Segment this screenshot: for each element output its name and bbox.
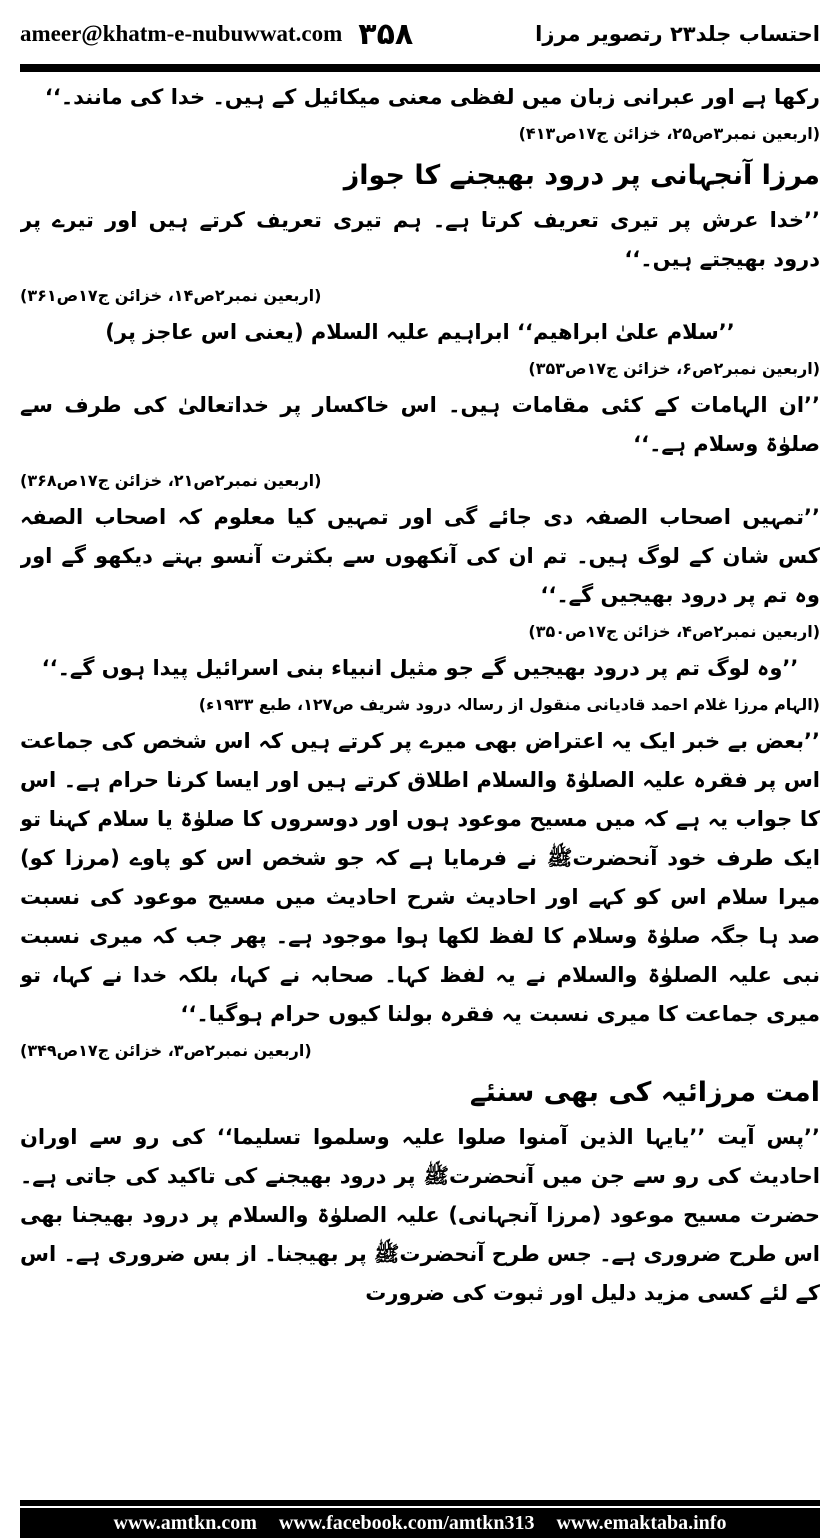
paragraph-4: ’’ان الہامات کے کئی مقامات ہیں۔ اس خاکسار پر خداتعالیٰ کی طرف سے صلوٰۃ وسلام ہے۔‘‘: [20, 393, 820, 456]
reference-2: (اربعین نمبر۲ص۱۴، خزائن ج۱۷ص۳۶۱): [20, 286, 322, 305]
section-heading-1: مرزا آنجہانی پر درود بھیجنے کا جواز: [343, 160, 820, 191]
paragraph-2: ’’خدا عرش پر تیری تعریف کرتا ہے۔ ہم تیری تعریف کرتے ہیں اور تیرے پر درود بھیجتے ہیں۔‘‘: [20, 208, 820, 271]
paragraph-7: ’’بعض بے خبر ایک یہ اعتراض بھی میرے پر کرتے ہیں کہ اس شخص کی جماعت اس پر فقرہ علیہ الصلوٰۃ والسلام اطلاق کرتے ہیں اور ایسا کرنا حرام ہے۔ اس کا جواب یہ ہے کہ میں مسیح موعود ہوں اور دوسروں کا صلوٰۃ یا سلام کہنا تو ایک طرف خود آنحضرتﷺ نے فرمایا ہے کہ جو شخص اس کو پاوے (مرزا کو) میرا سلام اس کو کہے اور احادیث شرح احادیث میں مسیح موعود کی نسبت صد ہا جگہ صلوٰۃ وسلام کا لفظ لکھا ہوا موجود ہے۔ پھر جب کہ میری نسبت نبی علیہ الصلوٰۃ والسلام نے یہ لفظ کہا۔ صحابہ نے کہا، بلکہ خدا نے کہا، تو میری جماعت کا میری نسبت یہ فقرہ بولنا کیوں حرام ہوگیا۔‘‘: [20, 729, 820, 1026]
reference-1: (اربعین نمبر۳ص۲۵، خزائن ج۱۷ص۴۱۳): [518, 124, 820, 143]
header-rule: [20, 64, 820, 72]
page-header: [20, 8, 820, 60]
paragraph-5: ’’تمہیں اصحاب الصفہ دی جائے گی اور تمہیں کیا معلوم کہ اصحاب الصفہ کس شان کے لوگ ہیں۔ تم ان کی آنکھوں سے بکثرت آنسو بہتے دیکھو گے اور وہ تم پر درود بھیجیں گے۔‘‘: [20, 505, 820, 607]
reference-5: (اربعین نمبر۲ص۴، خزائن ج۱۷ص۳۵۰): [528, 622, 820, 641]
page-number: ۳۵۸: [358, 16, 414, 52]
reference-3: (اربعین نمبر۲ص۶، خزائن ج۱۷ص۳۵۳): [528, 359, 820, 378]
reference-6: (الہام مرزا غلام احمد قادیانی منقول از رسالہ درود شریف ص۱۲۷، طبع ۱۹۳۳ء): [198, 695, 820, 714]
paragraph-1: رکھا ہے اور عبرانی زبان میں لفظی معنی میکائیل کے ہیں۔ خدا کی مانند۔‘‘: [44, 85, 820, 109]
footer-rule: [20, 1500, 820, 1506]
reference-4: (اربعین نمبر۲ص۲۱، خزائن ج۱۷ص۳۶۸): [20, 471, 322, 490]
book-title: احتساب جلد۲۳ رتصویر مرزا: [535, 22, 820, 46]
footer-link-amtkn[interactable]: www.amtkn.com: [113, 1511, 257, 1534]
paragraph-6: ’’وہ لوگ تم پر درود بھیجیں گے جو مثیل انبیاء بنی اسرائیل پیدا ہوں گے۔‘‘: [41, 656, 799, 680]
page-content: [20, 78, 820, 1478]
footer-link-facebook[interactable]: www.facebook.com/amtkn313: [278, 1511, 535, 1534]
reference-7: (اربعین نمبر۲ص۳، خزائن ج۱۷ص۳۴۹): [20, 1041, 312, 1060]
header-email: ameer@khatm-e-nubuwwat.com: [20, 21, 343, 46]
paragraph-3: ’’سلام علیٰ ابراھیم‘‘ ابراہیم علیہ السلام (یعنی اس عاجز پر): [105, 320, 735, 344]
header-left: [20, 17, 413, 52]
section-heading-2: امت مرزائیہ کی بھی سنئے: [469, 1077, 820, 1108]
paragraph-8: ’’پس آیت ’’یایہا الذین آمنوا صلوا علیہ وسلموا تسلیما‘‘ کی رو سے اوران احادیث کی رو سے جن میں آنحضرتﷺ پر درود بھیجنے کی تاکید کی جاتی ہے۔ حضرت مسیح موعود (مرزا آنجہانی) علیہ الصلوٰۃ والسلام پر درود بھیجنا بھی اس طرح ضروری ہے۔ جس طرح آنحضرتﷺ پر بھیجنا۔ از بس ضروری ہے۔ اس کے لئے کسی مزید دلیل اور ثبوت کی ضرورت: [20, 1125, 820, 1305]
footer-link-emaktaba[interactable]: www.emaktaba.info: [556, 1511, 727, 1534]
page-footer: [20, 1508, 820, 1538]
